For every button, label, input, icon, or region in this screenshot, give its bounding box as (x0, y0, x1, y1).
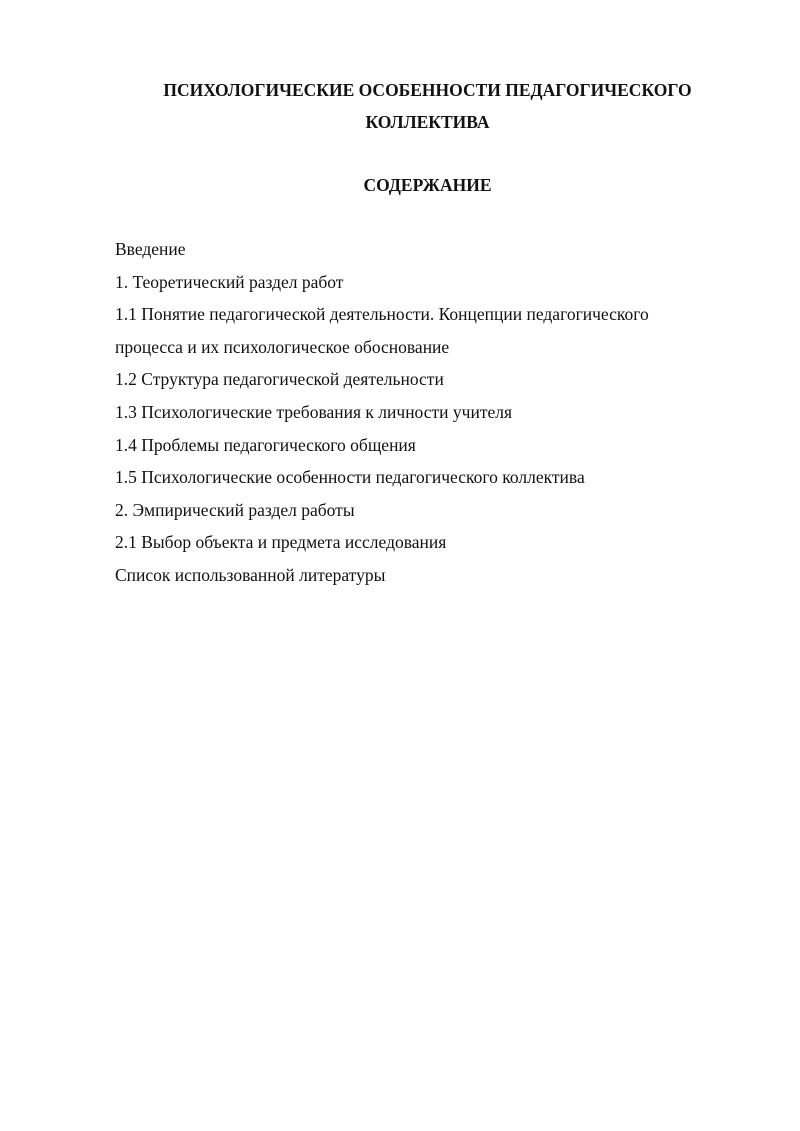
toc-item-introduction: Введение (115, 239, 186, 259)
toc-item-section-1-4: 1.4 Проблемы педагогического общения (115, 434, 416, 455)
toc-item-references: Список использованной литературы (115, 564, 386, 585)
toc-item-section-2: 2. Эмпирический раздел работы (115, 499, 355, 520)
toc-item-section-2-1: 2.1 Выбор объекта и предмета исследования (115, 532, 447, 553)
toc-item-section-1-1: 1.1 Понятие педагогической деятельности. Концепции педагогического процесса и их психологическое обоснование (115, 304, 649, 357)
toc-item-section-1-2: 1.2 Структура педагогической деятельности (115, 369, 444, 390)
toc-item-section-1: 1. Теоретический раздел работ (115, 271, 344, 292)
toc-item-section-1-3: 1.3 Психологические требования к личности учителя (115, 401, 513, 422)
table-of-contents (115, 233, 715, 592)
toc-item-section-1-5: 1.5 Психологические особенности педагогического коллектива (115, 467, 585, 488)
document-title: ПСИХОЛОГИЧЕСКИЕ ОСОБЕННОСТИ ПЕДАГОГИЧЕСКОГО КОЛЛЕКТИВА (163, 80, 692, 132)
toc-heading: СОДЕРЖАНИЕ (363, 175, 492, 195)
